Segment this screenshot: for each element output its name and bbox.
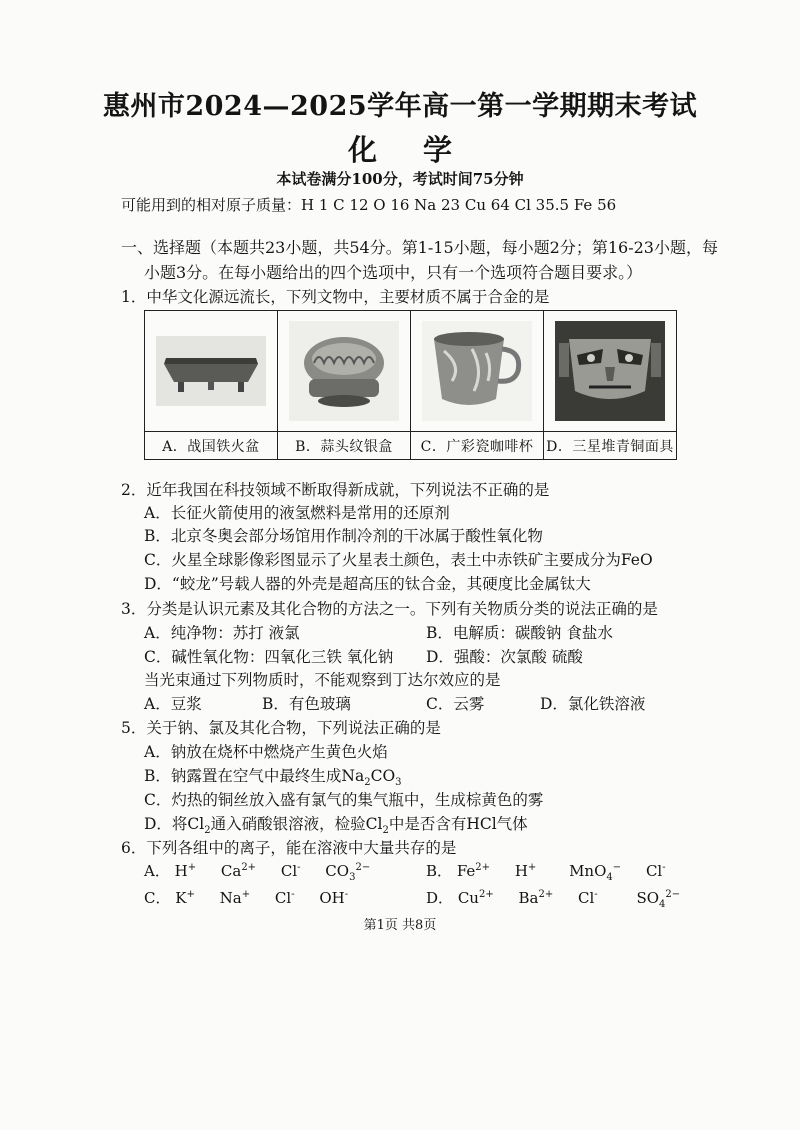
q6-option-a: A． H+ $Ca^{2+}$ Cl- $CO_3^{2-}$ [144, 862, 371, 883]
q1-artifact-table [144, 310, 677, 460]
ion: $Cu^{2+}$ [457, 889, 494, 907]
q5-option-c: C．灼热的铜丝放入盛有氯气的集气瓶中，生成棕黄色的雾 [144, 791, 544, 809]
q6-option-d: D． $Cu^{2+}$ $Ba^{2+}$ Cl- $SO_4^{2-}$ [426, 889, 681, 910]
exam-title: 惠州市2024—2025学年高一第一学期期末考试 [102, 91, 698, 122]
q2-option-a: A．长征火箭使用的液氢燃料是常用的还原剂 [144, 504, 450, 522]
q4-option-b: B．有色玻璃 [262, 695, 351, 713]
q3-option-c: C．碱性氧化物：四氧化三铁 氧化钠 [144, 648, 394, 666]
q3-option-a: A．纯净物：苏打 液氯 [144, 624, 300, 642]
q4-option-a: A．豆浆 [144, 695, 202, 713]
q2-option-d: D．“蛟龙”号载人器的外壳是超高压的钛合金，其硬度比金属钛大 [144, 575, 591, 593]
q3-option-d: D．强酸：次氯酸 硫酸 [426, 648, 583, 666]
ion: $Ca^{2+}$ [220, 862, 257, 880]
q5-stem: 5．关于钠、氯及其化合物，下列说法正确的是 [121, 719, 441, 737]
q1-option-d: D．三星堆青铜面具 [544, 431, 676, 459]
ion: MnO$_4$− [569, 862, 622, 883]
bronze-mask-image [544, 311, 676, 431]
iron-brazier-image [145, 311, 277, 431]
ion: Cl- [577, 889, 598, 907]
ion: Cl- [274, 889, 295, 907]
atomic-masses: 可能用到的相对原子质量：H 1 C 12 O 16 Na 23 Cu 64 Cl 35.5 Fe 56 [121, 196, 617, 214]
ion: $Ba^{2+}$ [518, 889, 554, 907]
ion: $Fe^{2+}$ [456, 862, 491, 880]
q3-option-b: B．电解质：碳酸钠 食盐水 [426, 624, 613, 642]
q1-option-c: C．广彩瓷咖啡杯 [411, 431, 543, 459]
section1-line1: 一、选择题（本题共23小题，共54分。第1-15小题，每小题2分；第16-23小题，每 [121, 238, 718, 257]
silver-box-image [278, 311, 410, 431]
ion: Na+ [219, 889, 251, 907]
q6-option-b: B． $Fe^{2+}$ H+ MnO$_4$− Cl- [426, 862, 666, 883]
q1-option-c-cell [411, 311, 544, 459]
ion: $CO_3^{2-}$ [325, 862, 371, 883]
q3-stem: 3．分类是认识元素及其化合物的方法之一。下列有关物质分类的说法正确的是 [121, 600, 658, 618]
q5-option-a: A．钠放在烧杯中燃烧产生黄色火焰 [144, 743, 388, 761]
q6-stem: 6．下列各组中的离子，能在溶液中大量共存的是 [121, 839, 457, 857]
q4-stem: 当光束通过下列物质时，不能观察到丁达尔效应的是 [144, 671, 501, 689]
ion: Cl- [645, 862, 666, 880]
q2-stem: 2．近年我国在科技领域不断取得新成就，下列说法不正确的是 [121, 481, 550, 499]
q4-option-c: C．云雾 [426, 695, 485, 713]
q1-option-a: A．战国铁火盆 [145, 431, 277, 459]
q5-option-d: D．将$Cl_2$通入硝酸银溶液，检验$Cl_2$中是否含有HCl气体 [144, 815, 528, 837]
q1-stem: 1．中华文化源远流长，下列文物中，主要材质不属于合金的是 [121, 288, 550, 306]
exam-subject: 化 学 [347, 133, 471, 167]
q1-option-a-cell [145, 311, 278, 459]
q2-option-b: B．北京冬奥会部分场馆用作制冷剂的干冰属于酸性氧化物 [144, 527, 543, 545]
q1-option-b-cell [278, 311, 411, 459]
q2-option-c: C．火星全球影像彩图显示了火星表土颜色，表土中赤铁矿主要成分为FeO [144, 551, 653, 569]
q6-option-c: C． K+ Na+ Cl- OH- [144, 889, 349, 907]
ion: K+ [175, 889, 195, 907]
ion: Cl- [280, 862, 301, 880]
ion: H+ [174, 862, 197, 880]
page-footer: 第1页 共8页 [363, 918, 437, 933]
ion: OH- [319, 889, 349, 907]
q5-option-b: B．钠露置在空气中最终生成$Na_2CO_3$ [144, 767, 402, 789]
ion: H+ [514, 862, 537, 880]
section1-line2: 小题3分。在每小题给出的四个选项中，只有一个选项符合题目要求。） [144, 263, 643, 282]
q1-option-d-cell [544, 311, 676, 459]
q4-option-d: D．氯化铁溶液 [540, 695, 646, 713]
exam-info: 本试卷满分100分，考试时间75分钟 [276, 170, 524, 188]
porcelain-cup-image [411, 311, 543, 431]
q1-option-b: B．蒜头纹银盒 [278, 431, 410, 459]
ion: $SO_4^{2-}$ [636, 889, 681, 910]
